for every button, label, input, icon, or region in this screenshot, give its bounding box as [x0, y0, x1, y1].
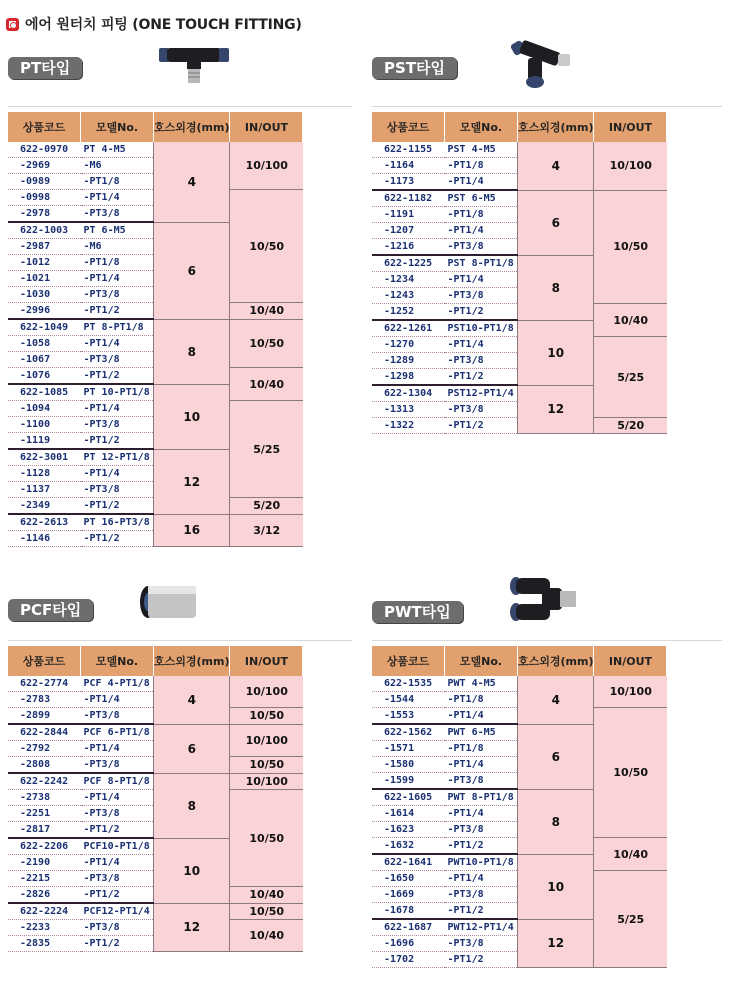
- table-row: [372, 142, 667, 158]
- product-code: -2835: [8, 936, 81, 952]
- section-divider: [372, 106, 722, 107]
- product-code: -2996: [8, 303, 81, 320]
- model-no: -PT1/8: [81, 174, 154, 190]
- model-no: -PT1/4: [445, 708, 518, 725]
- product-code: 622-1085: [8, 384, 81, 401]
- model-no: -PT1/2: [81, 368, 154, 385]
- product-code: -2826: [8, 887, 81, 904]
- model-no: PCF 6-PT1/8: [81, 724, 154, 741]
- hose-diameter: 10: [154, 384, 230, 449]
- hose-diameter: 6: [518, 724, 594, 789]
- hose-diameter: 6: [518, 190, 594, 255]
- in-out-value: 10/50: [230, 708, 303, 725]
- model-no: PST 4-M5: [445, 142, 518, 158]
- table-row: [8, 903, 303, 920]
- column-header: 모델No.: [445, 112, 518, 142]
- pwt-spec-table: [372, 646, 667, 968]
- product-code: 622-3001: [8, 449, 81, 466]
- model-no: -PT3/8: [81, 871, 154, 887]
- in-out-value: 10/100: [230, 724, 303, 757]
- column-header: IN/OUT: [230, 646, 303, 676]
- in-out-value: 10/100: [594, 142, 667, 190]
- column-header: 호스외경(mm): [518, 646, 594, 676]
- model-no: -PT1/2: [445, 903, 518, 920]
- model-no: PWT 8-PT1/8: [445, 789, 518, 806]
- model-no: -PT1/4: [445, 806, 518, 822]
- column-header: 모델No.: [81, 112, 154, 142]
- column-header: 호스외경(mm): [518, 112, 594, 142]
- badge-pst: PST타입: [372, 57, 457, 79]
- product-code: -2808: [8, 757, 81, 774]
- model-no: -PT3/8: [445, 288, 518, 304]
- product-code: -1669: [372, 887, 445, 903]
- in-out-value: 5/20: [230, 498, 303, 515]
- in-out-value: 10/50: [594, 708, 667, 838]
- product-code: -2978: [8, 206, 81, 223]
- in-out-value: 10/100: [594, 676, 667, 708]
- model-no: -PT1/4: [81, 336, 154, 352]
- in-out-value: 10/50: [230, 757, 303, 774]
- model-no: PST12-PT1/4: [445, 385, 518, 402]
- product-code: -1696: [372, 936, 445, 952]
- model-no: -PT1/2: [81, 887, 154, 904]
- model-no: PST 8-PT1/8: [445, 255, 518, 272]
- badge-pt: PT타입: [8, 57, 82, 79]
- product-code: -1650: [372, 871, 445, 887]
- model-no: -PT3/8: [445, 353, 518, 369]
- in-out-value: 10/100: [230, 142, 303, 190]
- product-code: -1173: [372, 174, 445, 191]
- product-code: -2783: [8, 692, 81, 708]
- product-code: -1313: [372, 402, 445, 418]
- product-code: -2251: [8, 806, 81, 822]
- model-no: -PT3/8: [81, 287, 154, 303]
- model-no: PST10-PT1/8: [445, 320, 518, 337]
- model-no: -PT1/2: [81, 433, 154, 450]
- model-no: -PT1/8: [445, 207, 518, 223]
- model-no: -PT1/4: [81, 401, 154, 417]
- product-code: -2215: [8, 871, 81, 887]
- column-header: IN/OUT: [594, 112, 667, 142]
- model-no: -PT3/8: [445, 936, 518, 952]
- product-code: -2233: [8, 920, 81, 936]
- product-code: -1702: [372, 952, 445, 968]
- model-no: -PT3/8: [445, 773, 518, 790]
- model-no: -PT3/8: [81, 352, 154, 368]
- page-header: [6, 12, 302, 36]
- model-no: -PT1/2: [81, 531, 154, 547]
- model-no: -PT3/8: [445, 887, 518, 903]
- hose-diameter: 4: [518, 142, 594, 190]
- pt-spec-table: [8, 112, 303, 547]
- product-code: -1076: [8, 368, 81, 385]
- model-no: -PT1/2: [81, 936, 154, 952]
- product-code: -1030: [8, 287, 81, 303]
- in-out-value: 10/100: [230, 773, 303, 790]
- hose-diameter: 8: [518, 255, 594, 320]
- column-header: IN/OUT: [594, 646, 667, 676]
- in-out-value: 10/40: [594, 304, 667, 337]
- page-title: 에어 원터치 피팅 (ONE TOUCH FITTING): [25, 17, 302, 33]
- product-code: -1553: [372, 708, 445, 725]
- column-header: 모델No.: [445, 646, 518, 676]
- in-out-value: 10/50: [230, 790, 303, 887]
- pcf-spec-table: [8, 646, 303, 952]
- product-code: -1623: [372, 822, 445, 838]
- in-out-value: 10/40: [230, 368, 303, 401]
- in-out-value: 5/25: [594, 871, 667, 968]
- product-code: -1252: [372, 304, 445, 321]
- pwt-fitting-image: [508, 574, 580, 626]
- product-code: -2738: [8, 790, 81, 806]
- hose-diameter: 12: [518, 919, 594, 968]
- model-no: -PT1/2: [445, 418, 518, 434]
- model-no: -PT3/8: [81, 757, 154, 774]
- model-no: -PT1/4: [81, 790, 154, 806]
- product-code: 622-1304: [372, 385, 445, 402]
- product-code: 622-1003: [8, 222, 81, 239]
- product-code: 622-2242: [8, 773, 81, 790]
- column-header: 상품코드: [372, 646, 445, 676]
- in-out-value: 10/40: [594, 838, 667, 871]
- table-row: [8, 142, 303, 158]
- model-no: -PT1/2: [445, 304, 518, 321]
- product-code: -2817: [8, 822, 81, 839]
- table-row: [372, 676, 667, 692]
- model-no: -PT3/8: [445, 822, 518, 838]
- hose-diameter: 10: [518, 854, 594, 919]
- product-code: -1580: [372, 757, 445, 773]
- product-code: -1322: [372, 418, 445, 434]
- model-no: -PT1/4: [81, 466, 154, 482]
- product-code: -1544: [372, 692, 445, 708]
- model-no: PCF 4-PT1/8: [81, 676, 154, 692]
- product-code: -1243: [372, 288, 445, 304]
- product-code: -1216: [372, 239, 445, 256]
- hose-diameter: 12: [154, 449, 230, 514]
- pt-fitting-image: [155, 44, 233, 86]
- product-code: -1234: [372, 272, 445, 288]
- model-no: -PT1/4: [81, 271, 154, 287]
- hose-diameter: 8: [518, 789, 594, 854]
- product-code: -2190: [8, 855, 81, 871]
- hose-diameter: 6: [154, 724, 230, 773]
- product-code: -2792: [8, 741, 81, 757]
- product-code: 622-2206: [8, 838, 81, 855]
- product-code: -1632: [372, 838, 445, 855]
- product-code: 622-1225: [372, 255, 445, 272]
- pst-fitting-image: [508, 34, 578, 94]
- product-code: -1128: [8, 466, 81, 482]
- model-no: PST 6-M5: [445, 190, 518, 207]
- model-no: PCF 8-PT1/8: [81, 773, 154, 790]
- badge-pcf: PCF타입: [8, 599, 93, 621]
- hose-diameter: 4: [518, 676, 594, 724]
- product-code: -2969: [8, 158, 81, 174]
- product-code: -1146: [8, 531, 81, 547]
- column-header: 호스외경(mm): [154, 112, 230, 142]
- model-no: -PT1/4: [81, 692, 154, 708]
- model-no: -PT1/2: [445, 838, 518, 855]
- hose-diameter: 10: [154, 838, 230, 903]
- model-no: -PT1/4: [81, 741, 154, 757]
- product-code: -2899: [8, 708, 81, 725]
- in-out-value: 10/50: [230, 319, 303, 368]
- model-no: -PT3/8: [81, 482, 154, 498]
- product-code: -1094: [8, 401, 81, 417]
- product-code: 622-1261: [372, 320, 445, 337]
- table-row: [8, 724, 303, 741]
- model-no: PT 6-M5: [81, 222, 154, 239]
- model-no: PWT 4-M5: [445, 676, 518, 692]
- product-code: -2349: [8, 498, 81, 515]
- table-row: [8, 514, 303, 531]
- product-code: -1012: [8, 255, 81, 271]
- hose-diameter: 4: [154, 142, 230, 222]
- model-no: -PT1/8: [81, 255, 154, 271]
- hose-diameter: 10: [518, 320, 594, 385]
- product-code: -1270: [372, 337, 445, 353]
- product-code: 622-1049: [8, 319, 81, 336]
- hose-diameter: 16: [154, 514, 230, 547]
- model-no: PWT12-PT1/4: [445, 919, 518, 936]
- badge-pwt: PWT타입: [372, 601, 463, 623]
- product-code: -1614: [372, 806, 445, 822]
- product-code: 622-2613: [8, 514, 81, 531]
- product-code: -1119: [8, 433, 81, 450]
- model-no: -PT1/2: [81, 303, 154, 320]
- column-header: 상품코드: [372, 112, 445, 142]
- product-code: -2987: [8, 239, 81, 255]
- section-divider: [372, 640, 722, 641]
- table-row: [8, 319, 303, 336]
- product-code: 622-2774: [8, 676, 81, 692]
- model-no: PT 16-PT3/8: [81, 514, 154, 531]
- model-no: -PT3/8: [81, 708, 154, 725]
- model-no: -PT1/8: [445, 741, 518, 757]
- model-no: -PT3/8: [81, 920, 154, 936]
- product-code: 622-2844: [8, 724, 81, 741]
- in-out-value: 10/100: [230, 676, 303, 708]
- product-code: 622-1182: [372, 190, 445, 207]
- product-code: 622-1687: [372, 919, 445, 936]
- product-code: 622-0970: [8, 142, 81, 158]
- model-no: PCF10-PT1/8: [81, 838, 154, 855]
- in-out-value: 3/12: [230, 514, 303, 547]
- model-no: PT 4-M5: [81, 142, 154, 158]
- hose-diameter: 4: [154, 676, 230, 724]
- hose-diameter: 8: [154, 319, 230, 384]
- model-no: -PT1/4: [445, 757, 518, 773]
- table-row: [8, 773, 303, 790]
- model-no: -PT1/2: [81, 822, 154, 839]
- model-no: -PT1/4: [445, 174, 518, 191]
- model-no: PT 8-PT1/8: [81, 319, 154, 336]
- hose-diameter: 12: [518, 385, 594, 434]
- column-header: 상품코드: [8, 646, 81, 676]
- hose-diameter: 12: [154, 903, 230, 952]
- column-header: IN/OUT: [230, 112, 303, 142]
- product-code: -1067: [8, 352, 81, 368]
- hose-diameter: 8: [154, 773, 230, 838]
- product-code: -1571: [372, 741, 445, 757]
- in-out-value: 10/40: [230, 887, 303, 904]
- model-no: -PT1/4: [445, 272, 518, 288]
- in-out-value: 10/40: [230, 303, 303, 320]
- table-row: [372, 190, 667, 207]
- model-no: PCF12-PT1/4: [81, 903, 154, 920]
- pst-spec-table: [372, 112, 667, 434]
- product-code: -0998: [8, 190, 81, 206]
- model-no: -PT3/8: [445, 402, 518, 418]
- section-divider: [8, 640, 352, 641]
- model-no: -PT1/2: [445, 369, 518, 386]
- ring-icon: [6, 18, 19, 31]
- model-no: -PT1/8: [445, 692, 518, 708]
- model-no: -PT3/8: [81, 417, 154, 433]
- product-code: -1137: [8, 482, 81, 498]
- product-code: -1678: [372, 903, 445, 920]
- model-no: -PT3/8: [445, 239, 518, 256]
- model-no: -PT3/8: [81, 806, 154, 822]
- model-no: -PT1/2: [81, 498, 154, 515]
- table-row: [8, 676, 303, 692]
- model-no: PT 12-PT1/8: [81, 449, 154, 466]
- hose-diameter: 6: [154, 222, 230, 319]
- in-out-value: 10/40: [230, 920, 303, 952]
- in-out-value: 10/50: [594, 190, 667, 304]
- product-code: 622-1535: [372, 676, 445, 692]
- in-out-value: 10/50: [230, 190, 303, 303]
- product-code: -1164: [372, 158, 445, 174]
- product-code: 622-1562: [372, 724, 445, 741]
- model-no: -PT1/2: [445, 952, 518, 968]
- product-code: 622-1605: [372, 789, 445, 806]
- model-no: PWT10-PT1/8: [445, 854, 518, 871]
- in-out-value: 5/20: [594, 418, 667, 434]
- product-code: -1058: [8, 336, 81, 352]
- column-header: 호스외경(mm): [154, 646, 230, 676]
- column-header: 모델No.: [81, 646, 154, 676]
- product-code: -1100: [8, 417, 81, 433]
- in-out-value: 10/50: [230, 903, 303, 920]
- model-no: -PT1/8: [445, 158, 518, 174]
- model-no: -PT1/4: [445, 871, 518, 887]
- model-no: -PT1/4: [445, 223, 518, 239]
- model-no: -PT1/4: [445, 337, 518, 353]
- product-code: 622-2224: [8, 903, 81, 920]
- model-no: -PT1/4: [81, 190, 154, 206]
- column-header: 상품코드: [8, 112, 81, 142]
- product-code: -1599: [372, 773, 445, 790]
- in-out-value: 5/25: [594, 337, 667, 418]
- product-code: -0989: [8, 174, 81, 190]
- model-no: -M6: [81, 158, 154, 174]
- product-code: -1207: [372, 223, 445, 239]
- model-no: -PT1/4: [81, 855, 154, 871]
- model-no: PT 10-PT1/8: [81, 384, 154, 401]
- product-code: -1191: [372, 207, 445, 223]
- product-code: 622-1641: [372, 854, 445, 871]
- section-divider: [8, 106, 352, 107]
- product-code: -1298: [372, 369, 445, 386]
- product-code: 622-1155: [372, 142, 445, 158]
- in-out-value: 5/25: [230, 401, 303, 498]
- model-no: -M6: [81, 239, 154, 255]
- model-no: PWT 6-M5: [445, 724, 518, 741]
- product-code: -1021: [8, 271, 81, 287]
- pcf-fitting-image: [136, 582, 202, 622]
- model-no: -PT3/8: [81, 206, 154, 223]
- product-code: -1289: [372, 353, 445, 369]
